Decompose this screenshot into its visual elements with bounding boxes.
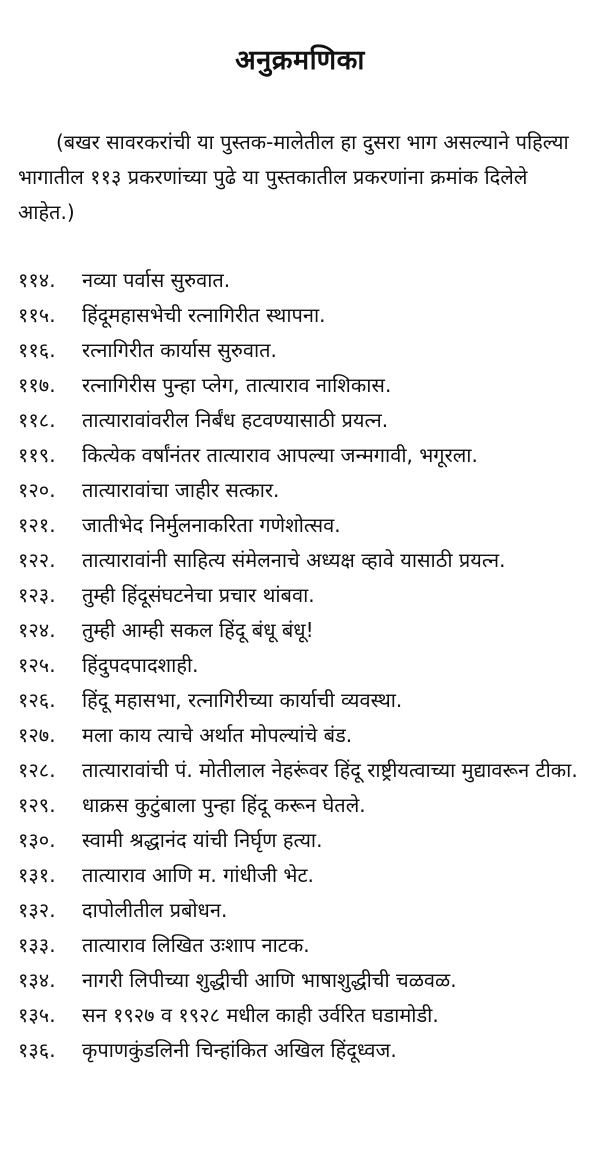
toc-entry-number: ११८. xyxy=(18,408,56,432)
toc-entry-title: नव्या पर्वास सुरुवात. xyxy=(82,268,231,292)
toc-entry-title: नागरी लिपीच्या शुद्धीची आणि भाषाशुद्धीची चळवळ. xyxy=(82,968,457,992)
toc-entry-title: स्वामी श्रद्धानंद यांची निर्घृण हत्या. xyxy=(82,828,323,852)
toc-entry-number: ११७. xyxy=(18,373,56,397)
toc-entry-number: ११६. xyxy=(18,338,56,362)
toc-entry xyxy=(18,333,598,368)
toc-entry xyxy=(18,858,598,893)
toc-entry-number: १३२. xyxy=(18,898,56,922)
page-title: अनुक्रमणिका xyxy=(235,45,365,76)
toc-entry-number: १२७. xyxy=(18,723,56,747)
toc-entry xyxy=(18,1033,598,1068)
toc-entry-title: जातीभेद निर्मुलनाकरिता गणेशोत्सव. xyxy=(82,513,341,537)
toc-entry-title: धाक्रस कुटुंबाला पुन्हा हिंदू करून घेतले. xyxy=(82,793,366,817)
toc-entry xyxy=(18,963,598,998)
toc-entry-title: हिंदूमहासभेची रत्नागिरीत स्थापना. xyxy=(82,303,326,327)
toc-entry-number: ११५. xyxy=(18,303,56,327)
toc-entry-number: १२३. xyxy=(18,583,56,607)
toc-entry-number: १३३. xyxy=(18,933,56,957)
toc-entry xyxy=(18,403,598,438)
toc-entry-title: तुम्ही आम्ही सकल हिंदू बंधू बंधू! xyxy=(82,618,314,642)
intro-note: (बखर सावरकरांची या पुस्तक-मालेतील हा दुसरा भाग असल्याने पहिल्या भागातील ११३ प्रकरणांच्या पुढे या पुस्तकातील प्रकरणांना क्रमांक दिलेले आहेत.) xyxy=(18,130,569,224)
toc-entry-number: १२९. xyxy=(18,793,56,817)
toc-entry xyxy=(18,928,598,963)
toc-entry xyxy=(18,998,598,1033)
toc-entry-title: तात्यारावांवरील निर्बंध हटवण्यासाठी प्रयत्न. xyxy=(82,408,389,432)
toc-entry-title: तात्याराव लिखित उःशाप नाटक. xyxy=(82,933,310,957)
toc-entry xyxy=(18,508,598,543)
toc-entry-title: तात्यारावांचा जाहीर सत्कार. xyxy=(82,478,280,502)
toc-entry-title: रत्नागिरीत कार्यास सुरुवात. xyxy=(82,338,277,362)
toc-entry-title: हिंदू महासभा, रत्नागिरीच्या कार्याची व्यवस्था. xyxy=(82,688,403,712)
toc-entry-number: ११४. xyxy=(18,268,56,292)
toc-entry-number: १२२. xyxy=(18,548,56,572)
toc-entry-title: सन १९२७ व १९२८ मधील काही उर्वरित घडामोडी. xyxy=(82,1003,439,1027)
toc-entry-title: कृपाणकुंडलिनी चिन्हांकित अखिल हिंदूध्वज. xyxy=(82,1038,397,1062)
toc-entry-title: दापोलीतील प्रबोधन. xyxy=(82,898,228,922)
toc-entry xyxy=(18,368,598,403)
toc-entry-number: १२१. xyxy=(18,513,56,537)
toc-entry-number: १३१. xyxy=(18,863,56,887)
toc-entry xyxy=(18,788,598,823)
toc-entry xyxy=(18,823,598,858)
toc-entry-title: तात्यारावांनी साहित्य संमेलनाचे अध्यक्ष व्हावे यासाठी प्रयत्न. xyxy=(82,548,506,572)
toc-entry-number: १३६. xyxy=(18,1038,56,1062)
toc-entry xyxy=(18,438,598,473)
toc-entry xyxy=(18,473,598,508)
toc-entry xyxy=(18,683,598,718)
toc-entry-number: १३०. xyxy=(18,828,56,852)
toc-entry-number: १३५. xyxy=(18,1003,56,1027)
toc-entry xyxy=(18,753,598,788)
toc-entry xyxy=(18,613,598,648)
toc-entry xyxy=(18,578,598,613)
toc-entry xyxy=(18,893,598,928)
toc-entry-title: तुम्ही हिंदूसंघटनेचा प्रचार थांबवा. xyxy=(82,583,315,607)
toc-entry-number: १२६. xyxy=(18,688,56,712)
toc-entry-title: रत्नागिरीस पुन्हा प्लेग, तात्याराव नाशिकास. xyxy=(82,373,392,397)
toc-entry-title: कित्येक वर्षांनंतर तात्याराव आपल्या जन्मगावी, भगूरला. xyxy=(82,443,478,467)
toc-entry xyxy=(18,263,598,298)
toc-entry xyxy=(18,543,598,578)
toc-entry-number: १३४. xyxy=(18,968,56,992)
toc-entry-title: तात्यारावांची पं. मोतीलाल नेहरूंवर हिंदू राष्ट्रीयत्वाच्या मुद्यावरून टीका. xyxy=(82,758,578,782)
toc-entry-title: तात्याराव आणि म. गांधीजी भेट. xyxy=(82,863,314,887)
toc-entry-title: मला काय त्याचे अर्थात मोपल्यांचे बंड. xyxy=(82,723,353,747)
toc-entry-number: ११९. xyxy=(18,443,56,467)
toc-entry xyxy=(18,648,598,683)
toc-entry-number: १२८. xyxy=(18,758,56,782)
toc-entry-number: १२०. xyxy=(18,478,56,502)
table-of-contents xyxy=(18,263,598,1068)
toc-entry-number: १२५. xyxy=(18,653,56,677)
toc-entry xyxy=(18,718,598,753)
toc-entry xyxy=(18,298,598,333)
toc-entry-title: हिंदुपदपादशाही. xyxy=(82,653,199,677)
toc-entry-number: १२४. xyxy=(18,618,56,642)
